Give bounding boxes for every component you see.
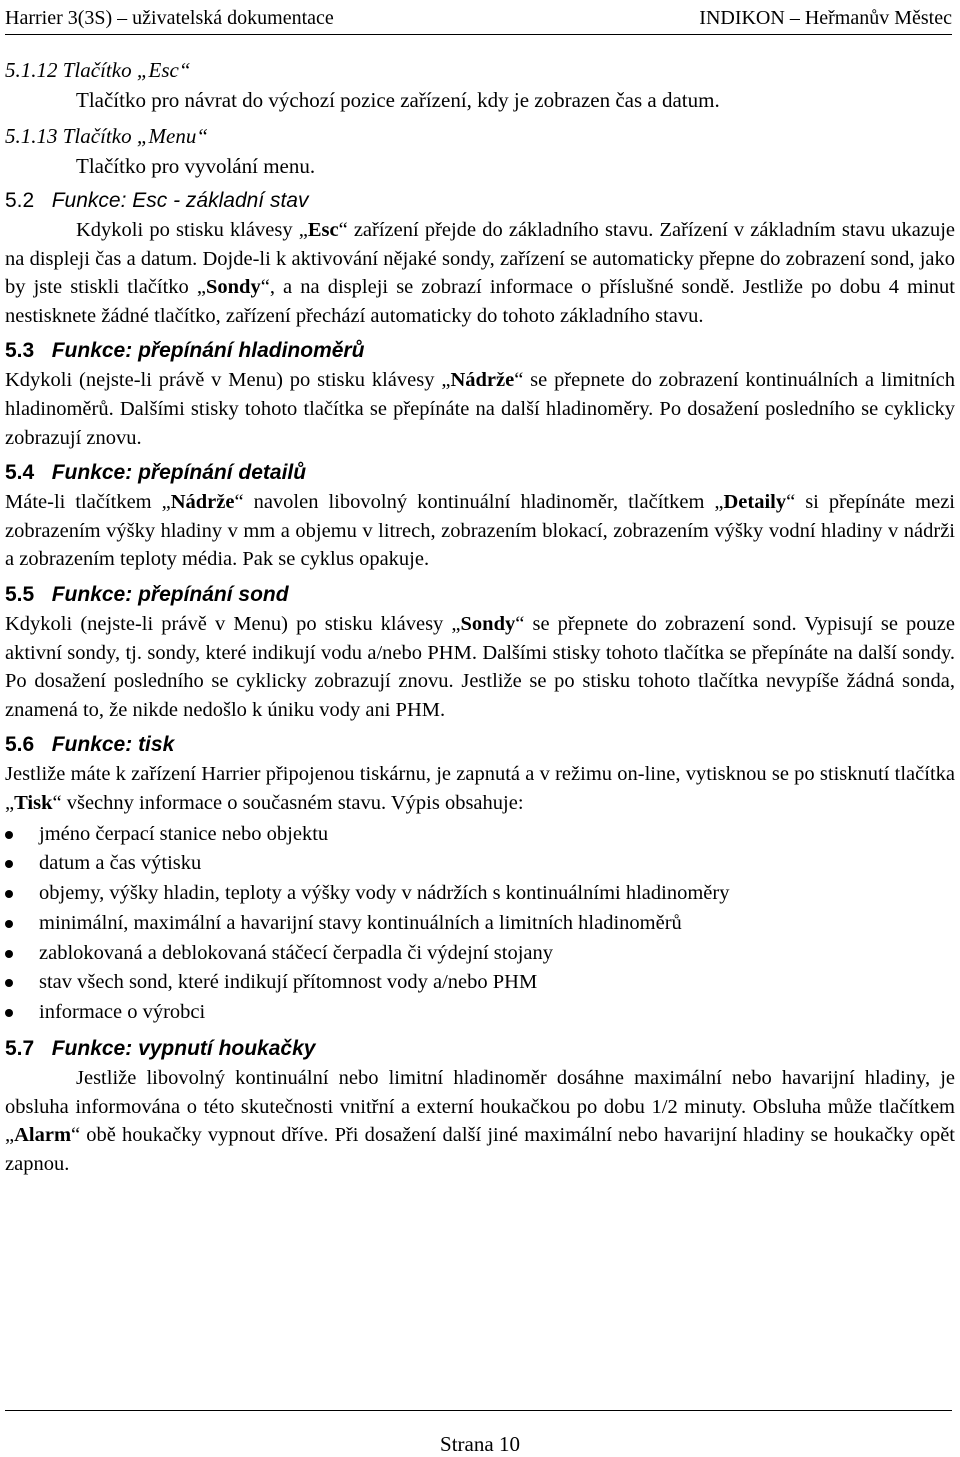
heading-5-3 xyxy=(5,336,955,366)
list-item: objemy, výšky hladin, teploty a výšky vody v nádržích s kontinuálními hladinoměry xyxy=(5,879,955,909)
list-item: stav všech sond, které indikují přítomnost vody a/nebo PHM xyxy=(5,968,955,998)
heading-5-5 xyxy=(5,580,955,610)
heading-5-2 xyxy=(5,186,955,216)
heading-title: Funkce: přepínání detailů xyxy=(51,461,307,485)
bullet-icon xyxy=(5,860,13,868)
bullet-icon xyxy=(5,979,13,987)
header-right: INDIKON – Heřmanův Městec xyxy=(699,7,952,29)
list-item: minimální, maximální a havarijní stavy kontinuálních a limitních hladinoměrů xyxy=(5,909,955,939)
bullet-icon xyxy=(5,920,13,928)
list-item: informace o výrobci xyxy=(5,998,955,1028)
page-header xyxy=(5,0,952,35)
paragraph-5-6: Jestliže máte k zařízení Harrier připojenou tiskárnu, je zapnutá a v režimu on-line, vytisknou se po stisknutí tlačítka „Tisk“ všechny informace o současném stavu. Výpis obsahuje: xyxy=(5,763,955,814)
paragraph-5-3: Kdykoli (nejste-li právě v Menu) po stisku klávesy „Nádrže“ se přepnete do zobrazení kontinuálních a limitních hladinoměrů. Dalšími stisky tohoto tlačítka se přepínáte na další hladinoměry. Po dosažení posledního se cyklicky zobrazují znovu. xyxy=(5,369,955,449)
heading-number: 5.7 xyxy=(5,1037,35,1061)
heading-title: Funkce: tisk xyxy=(51,733,175,757)
print-contents-list xyxy=(5,820,955,1029)
footer-divider xyxy=(5,1410,952,1411)
heading-title: Funkce: přepínání sond xyxy=(51,582,289,606)
paragraph-5-2: Kdykoli po stisku klávesy „Esc“ zařízení přejde do základního stavu. Zařízení v základním stavu ukazuje na displeji čas a datum. Dojde-li k aktivování nějaké sondy, zařízení se automaticky přepne do zobrazení sond, jako by jste stiskli tlačítko „Sondy“, a na displeji se zobrazí informace o příslušné sondě. Jestliže po dobu 4 minut nestisknete žádné tlačítko, zařízení přechází automaticky do tohoto základního stavu. xyxy=(5,219,955,327)
heading-title: Funkce: přepínání hladinoměrů xyxy=(51,339,365,363)
bullet-icon xyxy=(5,831,13,839)
heading-5-4 xyxy=(5,458,955,488)
paragraph-5-7: Jestliže libovolný kontinuální nebo limitní hladinoměr dosáhne maximální nebo havarijní hladiny, je obsluha informována o této skutečnosti vnitřní a externí houkačkou po dobu 1/2 minuty. Obsluha může tlačítkem „Alarm“ obě houkačky vypnout dříve. Při dosažení další jiné maximální nebo havarijní hladiny se houkačky opět zapnou. xyxy=(5,1067,955,1175)
heading-number: 5.3 xyxy=(5,339,35,363)
heading-5-7 xyxy=(5,1034,955,1064)
bullet-icon xyxy=(5,1009,13,1017)
heading-5-1-13: 5.1.13 Tlačítko „Menu“ xyxy=(5,124,208,148)
paragraph-5-4: Máte-li tlačítkem „Nádrže“ navolen libovolný kontinuální hladinoměr, tlačítkem „Detaily“ si přepínáte mezi zobrazením výšky hladiny v mm a objemu v litrech, zobrazením blokací, zobrazením výšky vodní hladiny v nádrži a zobrazením teploty média. Pak se cyklus opakuje. xyxy=(5,491,955,571)
list-item: jméno čerpací stanice nebo objektu xyxy=(5,820,955,850)
list-item: datum a čas výtisku xyxy=(5,849,955,879)
list-item: zablokovaná a deblokovaná stáčecí čerpadla či výdejní stojany xyxy=(5,939,955,969)
text-5-1-13: Tlačítko pro vyvolání menu. xyxy=(76,154,316,178)
heading-title: Funkce: vypnutí houkačky xyxy=(51,1037,316,1061)
heading-number: 5.5 xyxy=(5,582,35,606)
heading-number: 5.6 xyxy=(5,733,35,757)
heading-5-6 xyxy=(5,730,955,760)
page-number: Strana 10 xyxy=(440,1432,520,1456)
bullet-icon xyxy=(5,890,13,898)
header-left: Harrier 3(3S) – uživatelská dokumentace xyxy=(5,7,334,29)
page-content xyxy=(5,54,955,1184)
heading-5-1-12: 5.1.12 Tlačítko „Esc“ xyxy=(5,58,191,82)
text-5-1-12: Tlačítko pro návrat do výchozí pozice zařízení, kdy je zobrazen čas a datum. xyxy=(76,88,720,112)
heading-number: 5.4 xyxy=(5,461,35,485)
heading-number: 5.2 xyxy=(5,189,35,212)
bullet-icon xyxy=(5,950,13,958)
paragraph-5-5: Kdykoli (nejste-li právě v Menu) po stisku klávesy „Sondy“ se přepnete do zobrazení sond. Vypisují se pouze aktivní sondy, tj. sondy, které indikují vodu a/nebo PHM. Dalšími stisky tohoto tlačítka se přepínáte na další sondy. Po dosažení posledního se cyklicky zobrazují znovu. Jestliže se po stisku tohoto tlačítka nevypíše žádná sonda, znamená to, že nikde nedošlo k úniku vody ani PHM. xyxy=(5,612,955,721)
heading-title: Funkce: Esc - základní stav xyxy=(51,189,309,212)
